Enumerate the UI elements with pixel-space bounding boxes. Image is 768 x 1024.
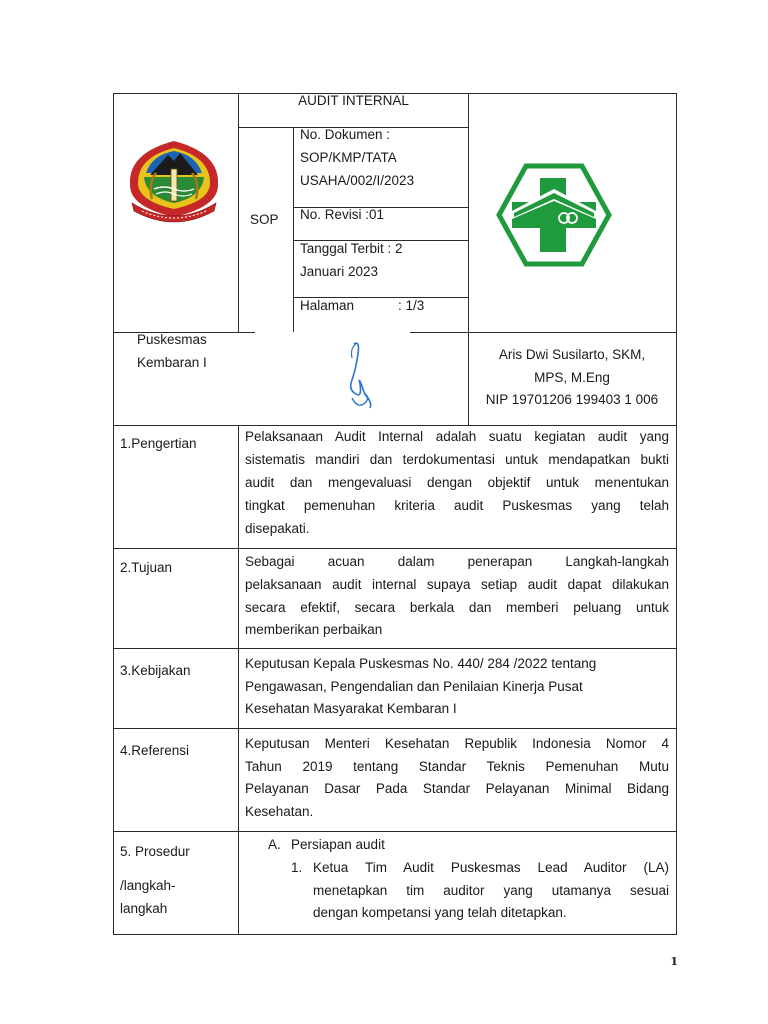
section-label-prosedur-2: /langkah- <box>120 878 176 893</box>
regency-emblem-icon <box>118 133 230 223</box>
body-col-divider <box>238 425 239 935</box>
referensi-line-4: Kesehatan. <box>245 804 314 819</box>
tujuan-line-2: pelaksanaan audit internal supaya setiap audit dapat dilakukan <box>245 577 669 592</box>
puskesmas-logo-icon <box>496 163 612 267</box>
kebijakan-line-2: Pengawasan, Pengendalian dan Penilaian Kinerja Pusat <box>245 679 583 694</box>
signer-name-2: MPS, M.Eng <box>534 370 610 385</box>
tujuan-line-3: secara efektif, secara berkala dan memberi peluang untuk <box>245 600 669 615</box>
table-border-left <box>113 93 114 935</box>
sop-label: SOP <box>250 212 279 227</box>
body-row-line-3 <box>113 728 677 729</box>
no-dokumen-value-1: SOP/KMP/TATA <box>300 150 397 165</box>
table-border-bottom <box>113 934 677 935</box>
no-dokumen-label: No. Dokumen : <box>300 127 391 142</box>
prosedur-a-text: Persiapan audit <box>291 837 385 852</box>
section-label-kebijakan: 3.Kebijakan <box>120 663 191 678</box>
header-col-divider-1 <box>238 93 239 333</box>
puskesmas-name-1: Puskesmas <box>137 332 207 347</box>
referensi-line-1: Keputusan Menteri Kesehatan Republik Indonesia Nomor 4 <box>245 736 669 751</box>
prosedur-a-marker: A. <box>268 837 281 852</box>
section-label-pengertian: 1.Pengertian <box>120 436 197 451</box>
prosedur-1-line-1: Ketua Tim Audit Puskesmas Lead Auditor (LA) <box>313 860 669 875</box>
prosedur-1-line-2: menetapkan tim auditor yang utamanya sesuai <box>313 883 669 898</box>
pengertian-line-5: disepakati. <box>245 521 310 536</box>
section-label-prosedur-1: 5. Prosedur <box>120 844 190 859</box>
body-row-line-1 <box>113 548 677 549</box>
body-row-line-4 <box>113 831 677 832</box>
header-row-line-4-right <box>410 332 677 333</box>
prosedur-1-line-3: dengan kompetansi yang telah ditetapkan. <box>313 905 567 920</box>
tujuan-line-1: Sebagai acuan dalam penerapan Langkah-langkah <box>245 554 669 569</box>
halaman-value: : 1/3 <box>398 298 425 313</box>
puskesmas-name-2: Kembaran I <box>137 355 207 370</box>
pengertian-line-4: tingkat pemenuhan kriteria audit Puskesmas yang telah <box>245 498 669 513</box>
halaman-label: Halaman <box>300 298 355 313</box>
no-dokumen-value-2: USAHA/002/I/2023 <box>300 173 415 188</box>
prosedur-1-marker: 1. <box>291 860 303 875</box>
no-revisi: No. Revisi :01 <box>300 207 385 222</box>
document-title: AUDIT INTERNAL <box>298 93 409 108</box>
table-border-right <box>676 93 677 935</box>
pengertian-line-3: audit dan mengevaluasi dengan objektif untuk menentukan <box>245 475 669 490</box>
referensi-line-2: Tahun 2019 tentang Standar Teknis Pemenuhan Mutu <box>245 759 669 774</box>
signature-icon <box>340 338 380 414</box>
page-number: 1 <box>670 955 678 968</box>
tujuan-line-4: memberikan perbaikan <box>245 622 383 637</box>
referensi-line-3: Pelayanan Dasar Pada Standar Pelayanan Minimal Bidang <box>245 781 669 796</box>
pengertian-line-1: Pelaksanaan Audit Internal adalah suatu kegiatan audit yang <box>245 429 669 444</box>
kebijakan-line-1: Keputusan Kepala Puskesmas No. 440/ 284 /2022 tentang <box>245 656 597 671</box>
signer-name-1: Aris Dwi Susilarto, SKM, <box>498 347 646 362</box>
kebijakan-line-3: Kesehatan Masyarakat Kembaran I <box>245 701 457 716</box>
signer-nip: NIP 19701206 199403 1 006 <box>485 392 659 407</box>
body-row-line-2 <box>113 648 677 649</box>
section-label-referensi: 4.Referensi <box>120 743 190 758</box>
pengertian-line-2: sistematis mandiri dan terdokumentasi untuk mendapatkan bukti <box>245 452 669 467</box>
header-col-divider-sop <box>293 127 294 332</box>
tanggal-terbit-2: Januari 2023 <box>300 264 379 279</box>
section-label-tujuan: 2.Tujuan <box>120 560 173 575</box>
tanggal-terbit-1: Tanggal Terbit : 2 <box>300 241 403 256</box>
section-label-prosedur-3: langkah <box>120 901 168 916</box>
